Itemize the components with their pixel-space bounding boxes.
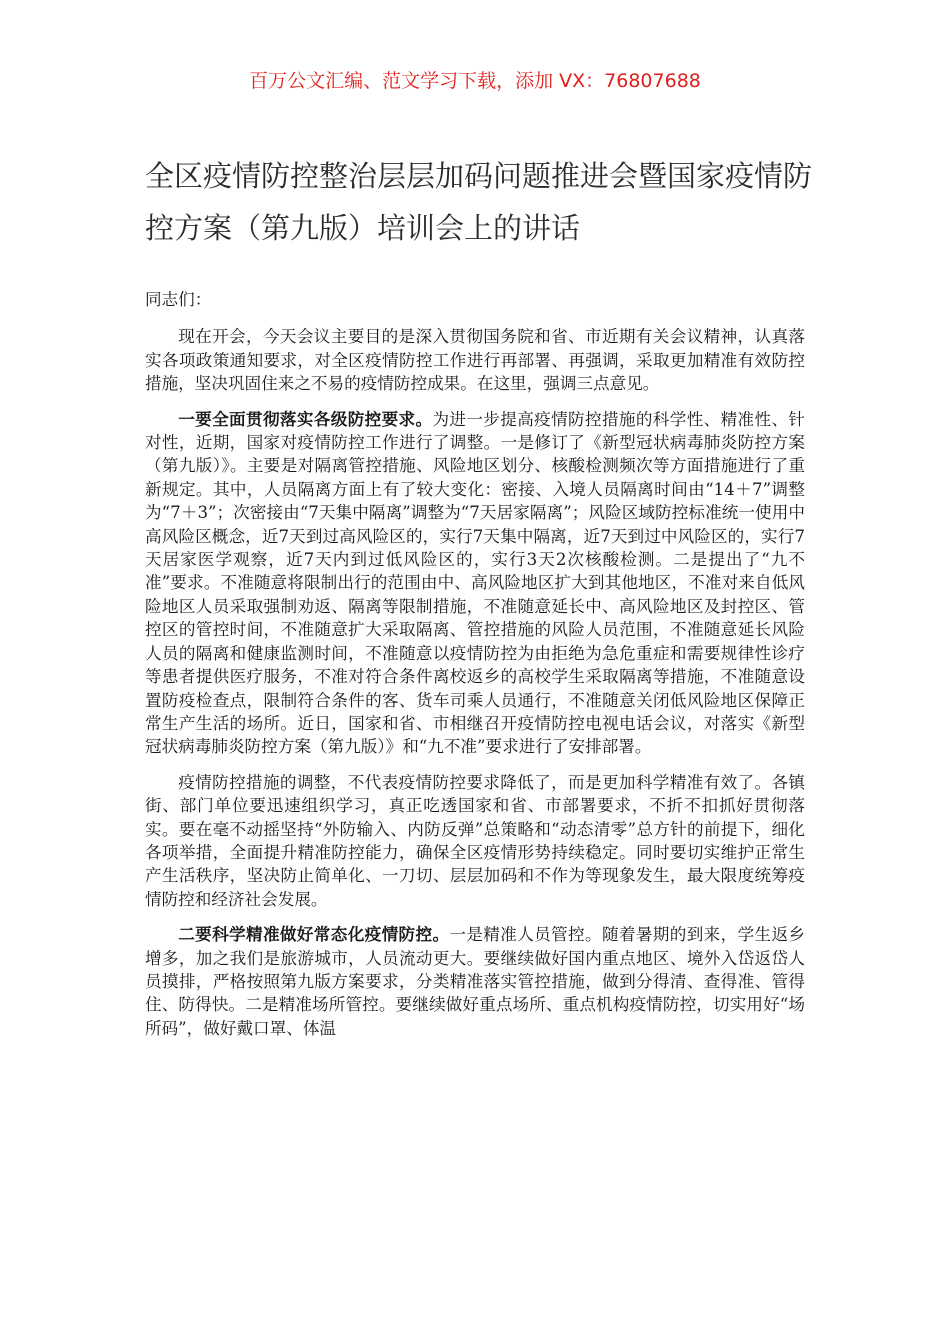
paragraph-adjustment: 疫情防控措施的调整，不代表疫情防控要求降低了，而是更加科学精准有效了。各镇街、部门单位要迅速组织学习，真正吃透国家和省、市部署要求，不折不扣抓好贯彻落实。要在毫不动摇坚持“外防输入、内防反弹”总策略和“动态清零”总方针的前提下，细化各项举措，全面提升精准防控能力，确保全区疫情形势持续稳定。同时要切实维护正常生产生活秩序，坚决防止简单化、一刀切、层层加码和不作为等现象发生，最大限度统筹疫情防控和经济社会发展。 [145,772,805,909]
section-two-text: 一是精准人员管控。随着暑期的到来，学生返乡增多，加之我们是旅游城市，人员流动更大。要继续做好国内重点地区、境外入岱返岱人员摸排，严格按照第九版方案要求，分类精准落实管控措施，做到分得清、查得准、管得住、防得快。二是精准场所管控。要继续做好重点场所、重点机构疫情防控，切实用好“场所码”，做好戴口罩、体温 [145,925,806,1038]
document-body [145,288,805,1052]
section-one-text: 为进一步提高疫情防控措施的科学性、精准性、针对性，近期，国家对疫情防控工作进行了调整。一是修订了《新型冠状病毒肺炎防控方案（第九版）》。主要是对隔离管控措施、风险地区划分、核酸检测频次等方面措施进行了重新规定。其中，人员隔离方面上有了较大变化：密接、入境人员隔离时间由“14＋7”调整为“7＋3”；次密接由“7天集中隔离”调整为“7天居家隔离”；风险区域防控标准统一使用中高风险区概念，近7天到过高风险区的，实行7天集中隔离，近7天到过中风险区的，实行7天居家医学观察，近7天内到过低风险区的，实行3天2次核酸检测。二是提出了“九不准”要求。不准随意将限制出行的范围由中、高风险地区扩大到其他地区，不准对来自低风险地区人员采取强制劝返、隔离等限制措施，不准随意延长中、高风险地区及封控区、管控区的管控时间，不准随意扩大采取隔离、管控措施的风险人员范围，不准随意延长风险人员的隔离和健康监测时间，不准随意以疫情防控为由拒绝为急危重症和需要规律性诊疗等患者提供医疗服务，不准对符合条件离校返乡的高校学生采取隔离等措施，不准随意设置防疫检查点，限制符合条件的客、货车司乘人员通行，不准随意关闭低风险地区保障正常生产生活的场所。近日，国家和省、市相继召开疫情防控电视电话会议，对落实《新型冠状病毒肺炎防控方案（第九版）》和“九不准”要求进行了安排部署。 [145,409,806,757]
section-one-heading: 一要全面贯彻落实各级防控要求。 [178,408,433,429]
document-title: 全区疫情防控整治层层加码问题推进会暨国家疫情防控方案（第九版）培训会上的讲话 [145,159,813,245]
section-two-heading: 二要科学精准做好常态化疫情防控。 [178,924,450,945]
paragraph-section-one [145,408,805,759]
header-banner: 百万公文汇编、范文学习下载，添加 VX：76807688 [249,70,701,92]
paragraph-intro: 现在开会，今天会议主要目的是深入贯彻国务院和省、市近期有关会议精神，认真落实各项政策通知要求，对全区疫情防控工作进行再部署、再强调，采取更加精准有效防控措施，坚决巩固住来之不易的疫情防控成果。在这里，强调三点意见。 [145,327,805,394]
paragraph-section-two [145,923,805,1040]
salutation: 同志们： [145,290,212,309]
